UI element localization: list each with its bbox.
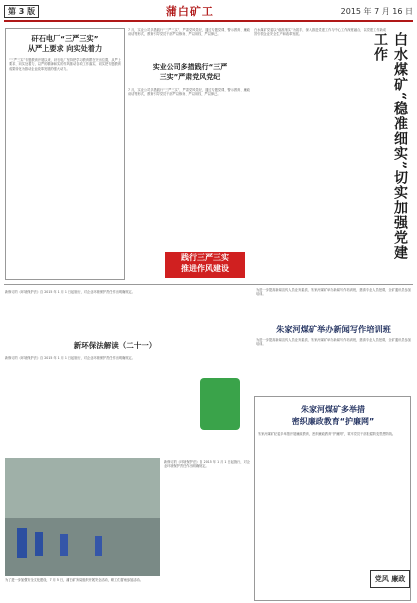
photo-ground xyxy=(5,518,160,576)
article-2-title-line2: 三实”严肃党风党纪 xyxy=(159,73,221,81)
issue-date: 2015 年 7 月 16 日 xyxy=(340,6,413,16)
article-4-title: 朱家河煤矿举办新闻写作培训班 xyxy=(276,324,391,334)
article-3-body: 白水煤矿党委以“稳准细实”为抓手，深入推进党建工作与中心工作深度融合，以党建工作新成效引领企业安全生产和改革发展。 xyxy=(254,28,386,37)
article-1-title xyxy=(8,34,122,54)
issue-number: 第 3 版 xyxy=(4,5,39,18)
article-3-title: 白水煤矿“稳准细实”切实加强党建工作 xyxy=(372,32,408,261)
party-style-logo: 党风 廉政 xyxy=(370,570,410,588)
article-1-title-line2: 从严上要求 向实处着力 xyxy=(27,44,103,53)
section-rule xyxy=(4,284,413,285)
article-1-body: “三严三实”专题教育开展以来，矸石电厂坚持把学习教育摆在突出位置，从严上要求、向实处着力，以严的精神和实的作风推动各项工作落实，切实把专题教育成果转化为推动企业改革发展的强大动力。 xyxy=(9,58,121,71)
photo-figure xyxy=(35,532,43,556)
article-6-title-line2: 密织廉政教育“护廉网” xyxy=(291,417,375,426)
article-4-lead: 为进一步提高新闻宣传人员业务素质，朱家河煤矿举办新闻写作培训班，邀请专业人员授课，全矿通讯员参加培训。 xyxy=(256,288,411,297)
news-photo xyxy=(5,458,160,576)
photo-caption: 为了进一步加强安全文化建设，7 月 5 日，蒲白矿务局组织开展安全活动，职工们冒雨参加活动。 xyxy=(5,578,143,582)
banner-line1: 践行三严三实 xyxy=(181,253,229,262)
article-4-body: 为进一步提高新闻宣传人员业务素质，朱家河煤矿举办新闻写作培训班，邀请专业人员授课，全矿通讯员参加培训。 xyxy=(256,338,411,347)
photo-figure xyxy=(60,534,68,556)
page-header xyxy=(4,4,413,18)
header-rule xyxy=(4,20,413,22)
photo-sky xyxy=(5,458,160,518)
photo-figure xyxy=(95,536,102,556)
slogan-banner xyxy=(165,252,245,278)
article-5-title: 新环保法解读（二十一） xyxy=(73,341,157,350)
masthead: 蒲白矿工 xyxy=(165,5,214,18)
article-5-continued: 新修订的《环境保护法》自 2015 年 1 月 1 日起施行，对企业环境保护责任作出明确规定。 xyxy=(164,460,250,469)
article-6-title-line1: 朱家河煤矿多举措 xyxy=(301,405,365,414)
article-2-title-line1: 实业公司多措践行“三严 xyxy=(152,63,228,71)
article-5-lead: 新修订的《环境保护法》自 2015 年 1 月 1 日起施行，对企业环境保护责任作出明确规定。 xyxy=(5,290,135,294)
banner-line2: 推进作风建设 xyxy=(181,264,229,273)
article-2-body: 7 月，实业公司多措践行“三严三实”，严肃党风党纪，通过专题党课、警示教育、廉政谈话等形式，教育引导党员干部严以修身、严以用权、严以律己。 xyxy=(128,88,250,97)
article-1-title-line1: 矸石电厂“三严三实” xyxy=(31,34,99,43)
article-5-body: 新修订的《环境保护法》自 2015 年 1 月 1 日起施行，对企业环境保护责任作出明确规定。 xyxy=(5,356,135,360)
article-2-lead: 7 月，实业公司多措践行“三严三实”，严肃党风党纪，通过专题党课、警示教育、廉政谈话等形式，教育引导党员干部严以修身、严以用权、严以律己。 xyxy=(128,28,250,37)
environment-illustration xyxy=(200,378,240,430)
article-2-title xyxy=(130,62,250,82)
article-6-body: 朱家河煤矿纪委多举措开展廉政教育，密织廉政教育“护廉网”，筑牢党员干部拒腐防变思想防线。 xyxy=(258,432,396,436)
article-6-title xyxy=(258,404,408,428)
photo-figure xyxy=(17,528,27,558)
